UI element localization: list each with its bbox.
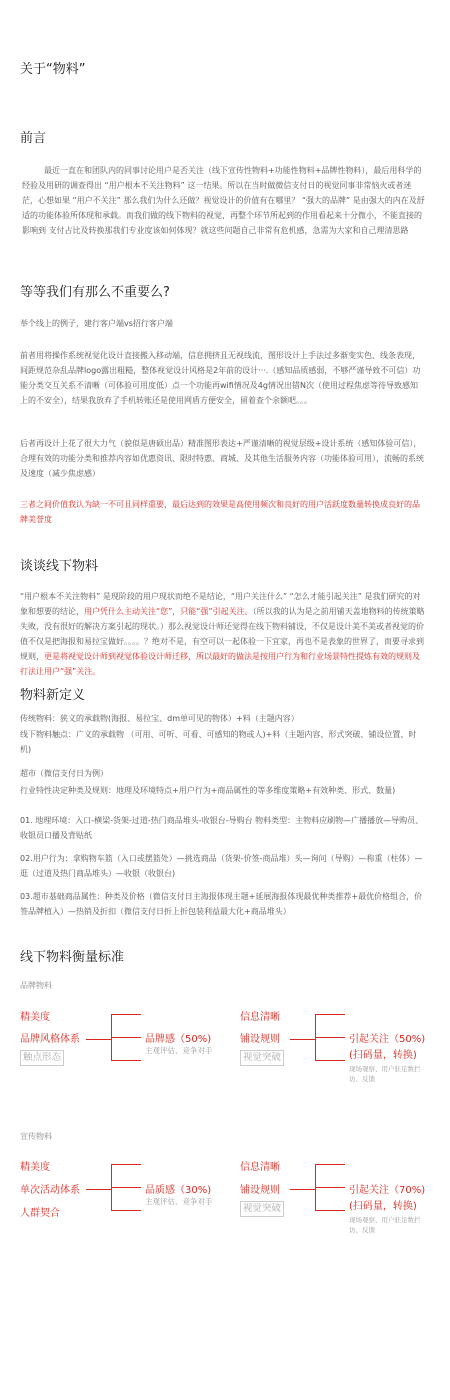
brand-result-sub: (扫码量，转换)	[349, 1050, 417, 1061]
connector-line	[315, 1210, 345, 1211]
page-title: 关于“物料”	[20, 62, 86, 77]
promo-right-item: 信息清晰	[240, 1162, 280, 1173]
section3-body-a: “用户根本不关注物料” 是现阶段的用户现状而绝不是结论，“用户关注什么” “怎么才能引起关注” 是我们研究的对象和想要的结论，	[20, 592, 421, 616]
brand-mid-title: 品牌感（50%)	[145, 1034, 212, 1045]
section3-body	[20, 589, 425, 679]
brand-mid-sub: 主观评估、竞争对手	[145, 1046, 213, 1055]
section2-heading: 等等我们有那么不重要么?	[20, 285, 170, 300]
promo-right-item-boxed: 视觉突破	[240, 1201, 284, 1217]
industry-rule: 行业特性决定种类及规则：地理及环境特点+用户行为+商品属性的等多维度策略+有效种类、形式、数量)	[20, 786, 396, 795]
brand-right-item-boxed: 视觉突破	[240, 1050, 284, 1066]
brand-result-title: 引起关注（50%)	[349, 1034, 426, 1045]
connector-line	[111, 1187, 141, 1188]
brand-left-item-boxed: 触点形态	[20, 1050, 64, 1066]
promo-right-item: 铺设规则	[240, 1185, 280, 1196]
connector-line	[315, 1164, 345, 1165]
promo-left-item: 人群契合	[20, 1208, 60, 1219]
supermarket-label: 超市（微信支付日为例）	[20, 769, 108, 778]
promo-result-title: 引起关注（70%)	[349, 1185, 426, 1196]
item-01-environment: 01. 地理环境：入口-横梁-货架-过道-热门商品堆头-收银台-导购台 物料类型：主物料应刷物—广播播放—导购员、收银员口播及背贴纸	[20, 816, 424, 840]
item-03-goods: 03.超市基础商品属性：种类及价格（微信支付日主海报体现主题+延展海报体现最优种类推荐+最优价格组合，价签品牌植入）—热销及折扣（微信支付日折上折包装利益最大化+商品堆头）	[20, 892, 423, 916]
brand-right-item: 铺设规则	[240, 1034, 280, 1045]
promo-left-item: 精美度	[20, 1162, 50, 1173]
definition-traditional: 传统物料：狭义的承载物(海报、易拉宝、dm单可见的物体）+料（主题内容）	[20, 714, 299, 723]
preface-body: 最近一直在和团队内的同事讨论用户是否关注（线下宣传性物料+功能性物料+品牌性物料），最后用科学的经验及用研的调查得出 “用户根本不关注物料” 这一结果。所以在当时做微信支付日的视觉同事非常恼火或者迷茫，心想如果 “用户不关注” 那么我们为什么还做？视觉设计的价值有在哪里？ “强大的品牌” 是由强大的内在及舒适的功能体验所体现和承载。而我们做的线下物料的视觉，再整个环节所起到的作用看起来十分微小，不能直接的影响到 支付占比及转换那我们专业度该如何体现？就这些问题自己非常有危机感，急需为大家和自己理清思路	[22, 166, 425, 235]
item-02-behavior: 02.用户行为：拿购物车篮（入口或摆篮处）—挑选商品（货架-价签-商品堆）头—询问（导购）—称重（柱体）—逛（过道及热门商品堆头）—收银（收银台)	[20, 854, 423, 878]
section2-p4: 三者之间价值我认为缺一不可且同样重要，最后达到的效果是高使用频次和良好的用户活跃度数量转换成良好的品牌美誉度	[20, 500, 420, 524]
section4-heading: 物料新定义	[20, 688, 86, 703]
section5-heading: 线下物料衡量标准	[20, 950, 125, 965]
promo-mid-sub: 主观评估、竞争对手	[145, 1197, 213, 1206]
connector-line	[111, 1014, 141, 1015]
section2-p3: 后者再设计上花了很大力气（貌似是唐硕出品）精准图形表达+严谨清晰的视觉层级+设计系统（感知体验可信），合理有效的功能分类和推荐内容如优惠资讯、限时特惠、商城、及其他生活服务内容（功能体验可用），流畅的系统及速度（减少焦虑感）	[20, 439, 424, 478]
brand-material-label: 品牌物料	[20, 981, 52, 990]
brand-right-item: 信息清晰	[240, 1012, 280, 1023]
section3-body-red1: 用户凭什么主动关注“您”，只能“强”引起关注。	[84, 607, 253, 616]
connector-line	[111, 1037, 141, 1038]
section3-body-red2: 更是将视觉设计师到视觉体验设计师迁移，所以最好的做法是按用户行为和行业场景特性提炼有效的规则及打法让用户“强”关注。	[20, 652, 420, 676]
connector-line	[315, 1187, 345, 1188]
connector-line	[86, 1189, 112, 1190]
preface-heading: 前言	[20, 131, 47, 146]
promo-result-note: 现场观察、用户驻足数拦访、反馈	[349, 1216, 421, 1234]
brand-result-note: 现场观察、用户驻足数拦访、反馈	[349, 1065, 421, 1083]
connector-line	[290, 1189, 316, 1190]
promo-material-label: 宣传物料	[20, 1132, 52, 1141]
definition-touchpoint: 线下物料触点：广义的承载物 （可用、可听、可看、可感知的物或人)+料（主题内容、形式突破、铺设位置、时机)	[20, 730, 417, 754]
connector-line	[290, 1039, 316, 1040]
section2-p1: 举个线上的例子，建行客户端vs招行客户端	[20, 319, 173, 328]
section2-p2: 前者用将操作系统视觉化设计直接搬入移动端，信息拥挤且无视线流，图形设计上手法过多渐变实色、线条表现，间距规范杂乱品牌logo露出粗糙，整体视觉设计风格是2年前的设计···.（感知品质感弱，不够严谨导致不可信）功能分类交互关系不清晰（可体验可用度低）点一个功能再wifi情况及4g情况出错N次（使用过程焦虑等待导致感知上的不安全），结果我放弃了手机转账还是使用网盾方便安全，留着查个余额吧。。。	[20, 351, 421, 405]
connector-line	[315, 1060, 345, 1061]
connector-line	[315, 1037, 345, 1038]
brand-left-item: 精美度	[20, 1012, 50, 1023]
connector-line	[86, 1039, 112, 1040]
connector-line	[111, 1060, 141, 1061]
brand-left-item: 品牌风格体系	[20, 1034, 80, 1045]
connector-line	[111, 1210, 141, 1211]
section3-body-b: （所以我的认为是之前用铺天盖地物料的传统策略失败，没有很好的解决方案引起的现状。）那么视觉设计师还觉得在线下物料铺设，不仅是设计美不美或者视觉的价值不仅是把海报和易拉宝做好。。。。？绝对不是，有空可以一起体验一下宜家，再也不是表象的世界了，而要寻求到规则，	[20, 607, 425, 661]
promo-mid-title: 品质感（30%)	[145, 1185, 212, 1196]
connector-line	[111, 1164, 141, 1165]
connector-line	[315, 1014, 345, 1015]
promo-result-sub: (扫码量，转换)	[349, 1201, 417, 1212]
promo-left-item: 单次活动体系	[20, 1185, 80, 1196]
section3-heading: 谈谈线下物料	[20, 559, 99, 574]
